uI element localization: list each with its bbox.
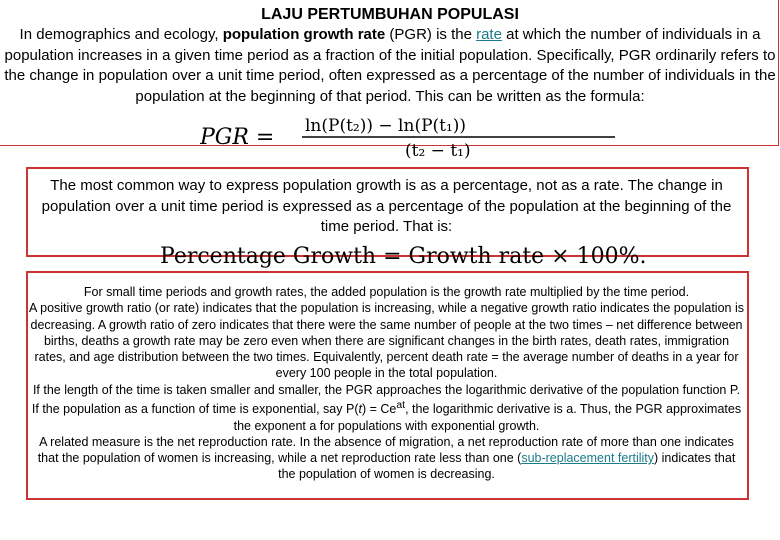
intro-paragraph (4, 25, 776, 107)
details-para-4-end: ) indicates that the population of women is decreasing. (278, 451, 736, 482)
intro-text: In demographics and ecology, (19, 26, 219, 43)
page-title: LAJU PERTUMBUHAN POPULASI (261, 6, 519, 23)
details-para-3-end: , the logarithmic derivative is a. Thus, the PGR approximates the exponent a for populations with exponential growth. (233, 402, 742, 433)
details-para-4-start: A related measure is the net reproduction rate. In the absence of migration, a net reproduction rate of more than one indicates that the population of women is increasing, while a net reproduction rate less than one ( (37, 434, 734, 466)
details-para-1: For small time periods and growth rates, the added population is the growth rate multiplied by the time period. (83, 285, 690, 299)
details-para-3-mid: ) = Ce (361, 402, 397, 417)
details-exponent: at (396, 400, 406, 412)
intro-rest: at which the number of individuals in a population increases in a given time period as a fraction of the initial population. Specifically, PGR ordinarily refers to the change in population over a unit time period, often expressed as a percentage of the number of individuals in the population at the beginning of that period. This can be written as the formula: (4, 26, 776, 105)
sub-replacement-fertility-link[interactable]: sub-replacement fertility (521, 451, 655, 466)
pgr-formula (200, 114, 620, 160)
details-para-2: A positive growth ratio (or rate) indicates that the population is increasing, while a negative growth ratio indicates the population is decreasing. A growth ratio of zero indicates that there were the same number of people at the two times – net difference between births, deaths a growth rate may be zero even when there are significant changes in the birth rates, death rates, immigration rates, and age distribution between the two times. Equivalently, percent death rate = the average number of deaths in a year for every 100 people in the total population. (29, 301, 744, 381)
percentage-paragraph: The most common way to express population growth is as a percentage, not as a rate. The change in population over a unit time period is expressed as a percentage of the population at the beginning of the time period. That is: (41, 177, 732, 235)
formula-lhs: PGR = (200, 125, 275, 150)
abbr-text: (PGR) is the (389, 26, 472, 43)
rate-link[interactable]: rate (476, 26, 502, 43)
details-paragraph (28, 284, 745, 483)
details-var-t: t (358, 402, 362, 417)
term-population-growth-rate: population growth rate (222, 26, 386, 43)
percentage-formula: Percentage Growth = Growth rate × 100%. (160, 244, 647, 269)
details-para-3-start: If the length of the time is taken smaller and smaller, the PGR approaches the logarithmic derivative of the population function P. If the population as a function of time is exponential, say P( (31, 382, 741, 417)
formula-numerator: ln(P(t₂)) − ln(P(t₁)) (305, 116, 467, 136)
formula-denominator: (t₂ − t₁) (405, 141, 471, 160)
